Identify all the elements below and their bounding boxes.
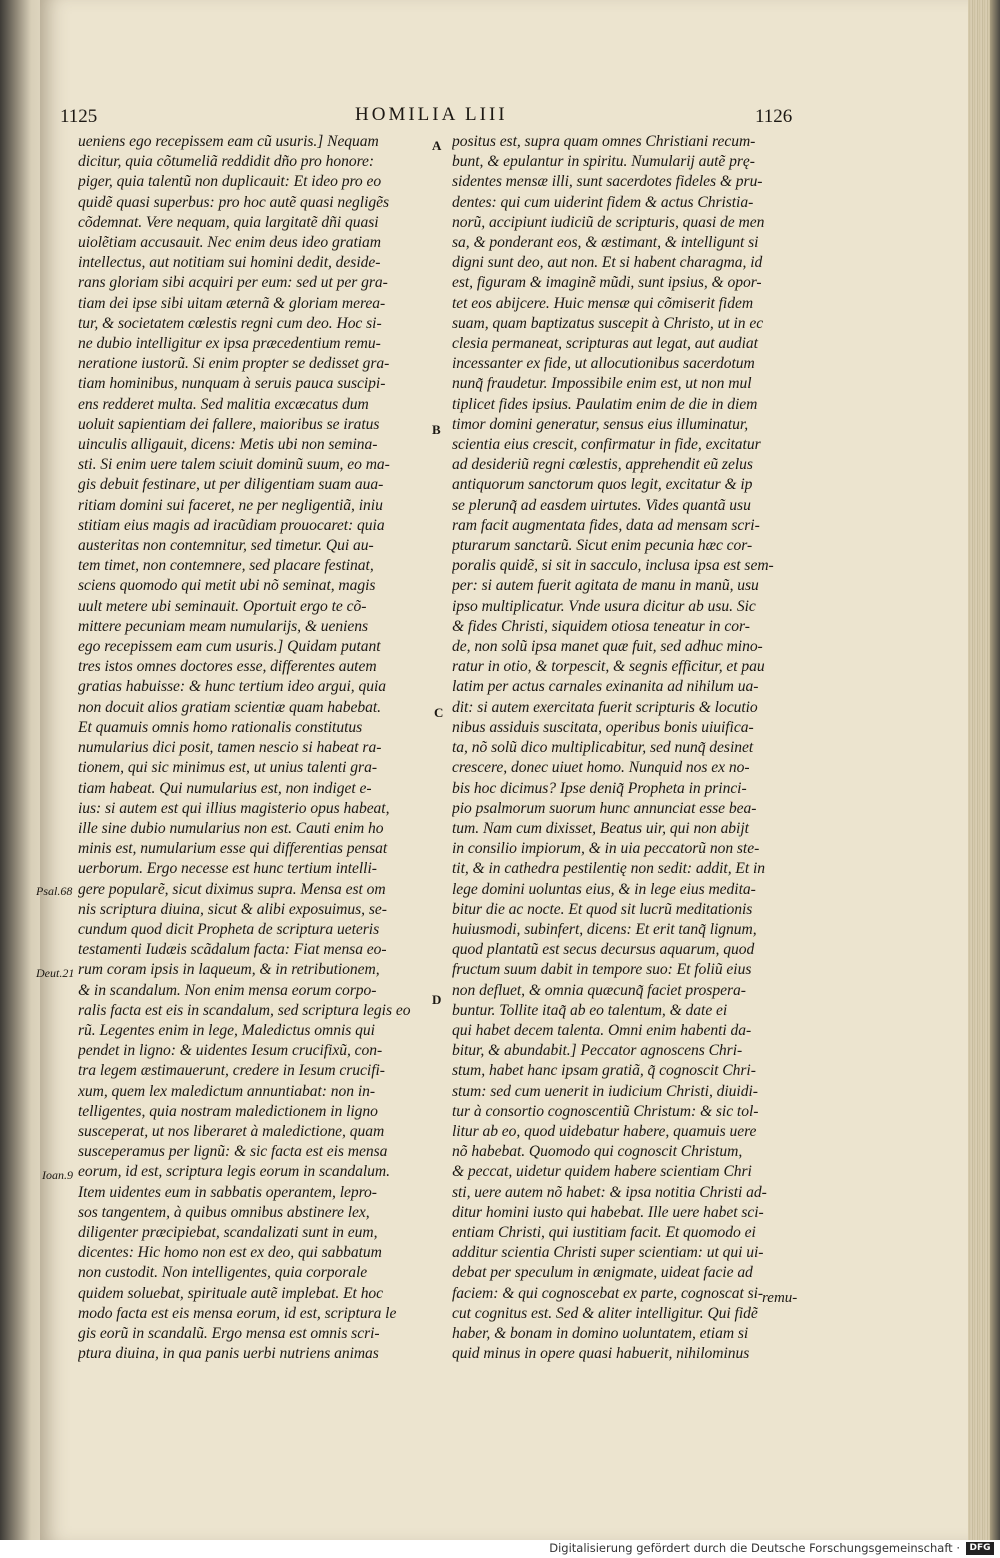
text-line: positus est, supra quam omnes Christiani recum- bbox=[452, 133, 756, 150]
text-line: bitur die ac nocte. Et quod sit lucrũ meditationis bbox=[452, 900, 753, 918]
section-marker-d: D bbox=[432, 992, 442, 1007]
text-line: ipso multiplicatur. Vnde usura dicitur ab usu. Sic bbox=[452, 597, 756, 615]
text-line: bitur, & abundabit.] Peccator agnoscens Chri- bbox=[452, 1042, 743, 1060]
text-line: tur à consortio cognoscentiũ Christum: & sic tol- bbox=[452, 1102, 759, 1120]
text-line: uiolẽtiam accusauit. Nec enim deus ideo gratiam bbox=[78, 234, 381, 252]
text-line: mittere pecuniam meam numularijs, & ueniens bbox=[78, 617, 369, 635]
text-line: cõdemnat. Vere nequam, quia largitatẽ dñi quasi bbox=[78, 213, 379, 231]
page-header bbox=[60, 100, 830, 130]
text-line: qui habet decem talenta. Omni enim habenti da- bbox=[452, 1021, 752, 1039]
margin-note-deut: Deut.21 bbox=[36, 966, 75, 980]
text-line: quod plantatũ est secus decursus aquarum, quod bbox=[452, 941, 755, 959]
text-line: dicentes: Hic homo non est ex deo, qui sabbatum bbox=[78, 1244, 382, 1262]
text-line: nunq̃ fraudetur. Impossibile enim est, ut non mul bbox=[452, 375, 752, 393]
text-line: gere popularẽ, sicut diximus supra. Mensa est om bbox=[78, 880, 386, 898]
text-line: ta, nõ solũ dico multiplicabitur, sed nunq̃ desinet bbox=[452, 739, 754, 757]
text-line: latim per actus carnales exinanita ad nihilum ua- bbox=[452, 678, 759, 696]
text-line: ritiam domini sui faceret, ne per negligentiã, iniu bbox=[78, 496, 383, 514]
text-line: crescere, donec uiuet homo. Nunquid nos ex no- bbox=[452, 759, 750, 777]
text-line: ego recepissem eam cum usuris.] Quidam putant bbox=[78, 638, 381, 656]
margin-note-ioan: Ioan.9 bbox=[42, 1168, 73, 1182]
text-line: lege domini uoluntas eius, & in lege eius medita- bbox=[452, 880, 756, 898]
text-line: incessanter ex fide, ut allocutionibus sacerdotum bbox=[452, 355, 755, 373]
text-line: sti, uere autem nõ habet: & ipsa notitia Christi ad- bbox=[452, 1183, 767, 1201]
text-line: nis scriptura diuina, sicut & alibi exposuimus, se- bbox=[78, 900, 387, 918]
text-line: gis debuit festinare, ut per diligentiam suam aua- bbox=[78, 476, 384, 494]
text-line: se plerunq̃ ad easdem uirtutes. Vides quantã usu bbox=[452, 496, 751, 514]
text-line: de, non solũ ipsa manet quæ fuit, sed adhuc mino- bbox=[452, 638, 763, 656]
text-line: tit, & in cathedra pestilentię non sedit: addit, Et in bbox=[452, 860, 766, 878]
text-line: buntur. Tollite itaq̃ ab eo talentum, & date ei bbox=[452, 1001, 728, 1019]
text-line: pturarum sanctarũ. Sicut enim pecunia hæc cor- bbox=[452, 537, 753, 555]
text-line: poralis quidẽ, si sit in sacculo, inclusa ipsa est sem- bbox=[452, 557, 774, 575]
text-line: bunt, & epulantur in spiritu. Numularij autẽ prę- bbox=[452, 153, 755, 171]
text-line: cut cognitus est. Sed & aliter intelligitur. Qui fidẽ bbox=[452, 1304, 758, 1322]
text-line: cundum quod dicit Propheta de scriptura ueteris bbox=[78, 920, 380, 938]
text-line: dicitur, quia cõtumeliã reddidit dño pro honore: bbox=[78, 153, 375, 171]
text-line: per: si autem fuerit agitata de manu in manũ, usu bbox=[452, 577, 759, 595]
text-line: timor domini generatur, sensus eius illuminatur, bbox=[452, 415, 749, 433]
text-line: antiquorum sanctorum quos legit, excitatur & ip bbox=[452, 476, 753, 494]
book-edge-shadow bbox=[990, 0, 1000, 1540]
left-text-column bbox=[78, 132, 430, 1364]
text-line: ditur homini iusto qui habebat. Ille uere habet sci- bbox=[452, 1203, 764, 1221]
page-number-left: 1125 bbox=[60, 106, 98, 127]
text-line: & peccat, uidetur quidem habere scientiam Chri bbox=[452, 1163, 752, 1181]
text-line: rans gloriam sibi acquiri per eum: sed ut per gra- bbox=[78, 274, 388, 292]
text-line: huiusmodi, subinfert, dicens: Et erit tanq̃ lignum, bbox=[452, 920, 757, 938]
text-line: ralis facta est eis in scandalum, sed scriptura legis eo bbox=[78, 1001, 411, 1019]
section-marker-a: A bbox=[432, 138, 442, 153]
text-line: non docuit alios gratiam scientiæ quam habebat. bbox=[78, 698, 382, 716]
text-line: digni sunt deo, aut non. Et si habent charagma, id bbox=[452, 254, 763, 272]
text-line: additur scientia Christi super scientiam: ut qui ui- bbox=[452, 1244, 764, 1262]
text-line: gratias habuisse: & hunc tertium ideo argui, quia bbox=[78, 678, 386, 696]
running-title: HOMILIA LIII bbox=[355, 104, 508, 125]
text-line: haber, & bonam in domino uoluntatem, etiam si bbox=[452, 1324, 749, 1342]
text-line: tiam habeat. Qui numularius est, non indiget e- bbox=[78, 779, 372, 797]
text-line: ram facit augmentata fides, data ad mensam scri- bbox=[452, 516, 760, 534]
text-line: tur, & societatem cœlestis regni cum deo. Hoc si- bbox=[78, 314, 382, 332]
text-line: uult metere ubi seminauit. Oportuit ergo te cõ- bbox=[78, 597, 367, 615]
text-line: uinculis alligauit, dicens: Metis ubi non semina- bbox=[78, 436, 378, 454]
text-line: intellectus, aut notitiam sui homini dedit, deside- bbox=[78, 254, 381, 272]
text-line: quid minus in opere quasi habuerit, nihilominus bbox=[452, 1345, 750, 1363]
text-line: tra legem æstimauerunt, credere in Iesum crucifi- bbox=[78, 1062, 385, 1080]
text-line: sa, & ponderant eos, & æstimant, & intelligunt si bbox=[452, 234, 759, 252]
text-line: ius: si autem est qui illius magisterio opus habeat, bbox=[78, 799, 390, 817]
text-line: rum coram ipsis in laqueum, & in retributionem, bbox=[78, 961, 380, 979]
text-line: litur ab eo, quod uidebatur habere, quamuis uere bbox=[452, 1122, 757, 1140]
right-text-column bbox=[452, 132, 797, 1364]
digitization-footer bbox=[0, 1540, 1000, 1558]
text-line: ueniens ego recepissem eam cũ usuris.] Nequam bbox=[78, 133, 379, 150]
text-line: debat per speculum in ænigmate, uideat facie ad bbox=[452, 1264, 753, 1282]
text-line: fructum suum dabit in tempore suo: Et foliũ eius bbox=[452, 961, 752, 979]
text-line: ne dubio intelligitur ex ipsa præcedentium remu- bbox=[78, 335, 381, 353]
margin-note-psalm: Psal.68 bbox=[36, 884, 73, 898]
text-line: sos tangentem, à quibus omnibus abstinere lex, bbox=[78, 1203, 370, 1221]
text-line: ad desideriũ regni cœlestis, apprehendit eũ zelus bbox=[452, 456, 753, 474]
text-line: clesia permaneat, scripturas aut legat, aut audiat bbox=[452, 335, 758, 353]
text-line: est, figuram & imaginẽ mũdi, sunt ipsius, & opor- bbox=[452, 274, 762, 292]
text-line: austeritas non contemnitur, sed timetur. Qui au- bbox=[78, 537, 374, 555]
text-line: pendet in ligno: & uidentes Iesum crucifixũ, con- bbox=[78, 1042, 383, 1060]
text-line: entiam Christi, qui iustitiam facit. Et quomodo ei bbox=[452, 1223, 756, 1241]
text-line: tionem, qui sic minimus est, ut unius talenti gra- bbox=[78, 759, 377, 777]
text-line: quidem soluebat, spirituale autẽ implebat. Et hoc bbox=[78, 1284, 384, 1302]
dfg-logo: DFG bbox=[966, 1542, 994, 1555]
text-line: nõ habebat. Quomodo qui cognoscit Christum, bbox=[452, 1143, 743, 1161]
text-line: quidẽ quasi superbus: pro hoc autẽ quasi negligẽs bbox=[78, 193, 389, 211]
text-line: norũ, accipiunt iudiciũ de scripturis, quasi de men bbox=[452, 213, 765, 231]
text-line: modo facta est eis mensa eorum, id est, scriptura le bbox=[78, 1304, 397, 1322]
text-line: stitiam eius magis ad iracũdiam prouocaret: quia bbox=[78, 516, 385, 534]
text-line: tres istos omnes doctores esse, differentes autem bbox=[78, 658, 377, 676]
funding-credit: Digitalisierung gefördert durch die Deutsche Forschungsgemeinschaft · bbox=[549, 1541, 960, 1555]
text-line: sti. Si enim uere talem sciuit dominũ suum, eo ma- bbox=[78, 456, 390, 474]
text-line: faciem: & qui cognoscebat ex parte, cognoscat si- bbox=[452, 1284, 764, 1302]
text-line: Et quamuis omnis homo rationalis constitutus bbox=[78, 718, 363, 736]
text-line: non custodit. Non intelligentes, quia corporale bbox=[78, 1264, 368, 1282]
text-line: rũ. Legentes enim in lege, Maledictus omnis qui bbox=[78, 1021, 375, 1039]
text-line: testamenti Iudæis scãdalum facta: Fiat mensa eo- bbox=[78, 941, 387, 959]
text-line: non defluet, & omnia quæcunq̃ faciet prospera- bbox=[452, 981, 746, 999]
text-line: piger, quia talentũ non duplicauit: Et ideo pro eo bbox=[78, 173, 382, 191]
text-line: xum, quem lex maledictum annuntiabat: non in- bbox=[78, 1082, 376, 1100]
text-line: sciens quomodo qui metit ubi nõ seminat, magis bbox=[78, 577, 376, 595]
text-line: susceperamus per lignũ: & sic facta est eis mensa bbox=[78, 1143, 388, 1161]
text-line: tiam hominibus, nunquam à seruis pauca suscipi- bbox=[78, 375, 386, 393]
text-line: numularius dici posit, tamen nescio si habeat ra- bbox=[78, 739, 382, 757]
section-marker-c: C bbox=[434, 705, 444, 720]
text-line: ratur in otio, & torpescit, & segnis efficitur, et pau bbox=[452, 658, 765, 676]
text-line: pio psalmorum suorum hunc annunciat esse bea- bbox=[452, 799, 757, 817]
text-line: ptura diuina, in qua panis uerbi nutriens animas bbox=[78, 1345, 379, 1363]
text-line: sidentes mensæ illi, sunt sacerdotes fideles & pru- bbox=[452, 173, 763, 191]
text-line: ille sine dubio numularius non est. Cauti enim ho bbox=[78, 819, 384, 837]
catchword: remu- bbox=[762, 1290, 798, 1306]
section-marker-b: B bbox=[432, 422, 441, 437]
text-line: gis eorũ in scandalũ. Ergo mensa est omnis scri- bbox=[78, 1324, 380, 1342]
text-line: stum, habet hanc ipsam gratiã, q̃ cognoscit Chri- bbox=[452, 1062, 756, 1080]
text-line: in consilio impiorum, & in uia peccatorũ non ste- bbox=[452, 840, 760, 858]
text-line: tiplicet fides ipsius. Paulatim enim de die in diem bbox=[452, 395, 758, 413]
text-line: dit: si autem exercitata fuerit scripturis & locutio bbox=[452, 698, 758, 716]
text-line: neratione iustorũ. Si enim propter se dedisset gra- bbox=[78, 355, 390, 373]
text-line: uoluit sapientiam dei fallere, maioribus se iratus bbox=[78, 415, 380, 433]
text-line: & fides Christi, siquidem otiosa teneatur in cor- bbox=[452, 617, 750, 635]
text-line: scientia eius crescit, confirmatur in fide, excitatur bbox=[452, 436, 761, 454]
text-line: & in scandalum. Non enim mensa eorum corpo- bbox=[78, 981, 377, 999]
text-line: bis hoc dicimus? Ipse deniq̃ Propheta in princi- bbox=[452, 779, 747, 797]
text-line: telligentes, quia nostram maledictionem in ligno bbox=[78, 1102, 378, 1120]
text-line: tem timet, non contemnere, sed placare festinat, bbox=[78, 557, 374, 575]
text-line: diligenter præcipiebat, scandalizati sunt in eum, bbox=[78, 1223, 378, 1241]
text-line: tum. Nam cum dixisset, Beatus uir, qui non abijt bbox=[452, 819, 749, 837]
text-line: eorum, id est, scriptura legis eorum in scandalum. bbox=[78, 1163, 390, 1181]
text-line: ens redderet multa. Sed malitia excæcatus dum bbox=[78, 395, 369, 413]
text-line: dentes: qui cum uiderint fidem & actus Christia- bbox=[452, 193, 754, 211]
text-line: tet eos abijcere. Huic mensæ qui cõmiserit fidem bbox=[452, 294, 754, 312]
text-line: tiam dei ipse sibi uitam æternã & gloriam merea- bbox=[78, 294, 386, 312]
text-line: Item uidentes eum in sabbatis operantem, lepro- bbox=[78, 1183, 377, 1201]
text-line: nibus assiduis suscitata, operibus bonis uiuifica- bbox=[452, 718, 754, 736]
text-line: susceperat, ut nos liberaret à maledictione, quam bbox=[78, 1122, 385, 1140]
page-number-right: 1126 bbox=[755, 106, 793, 127]
text-line: stum: sed cum uenerit in iudicium Christi, diuidi- bbox=[452, 1082, 758, 1100]
text-line: minis est, numularium esse qui differentias pensat bbox=[78, 840, 388, 858]
text-line: suam, quam baptizatus suscepit à Christo, ut in ec bbox=[452, 314, 764, 332]
text-line: uerborum. Ergo necesse est hunc tertium intelli- bbox=[78, 860, 377, 878]
